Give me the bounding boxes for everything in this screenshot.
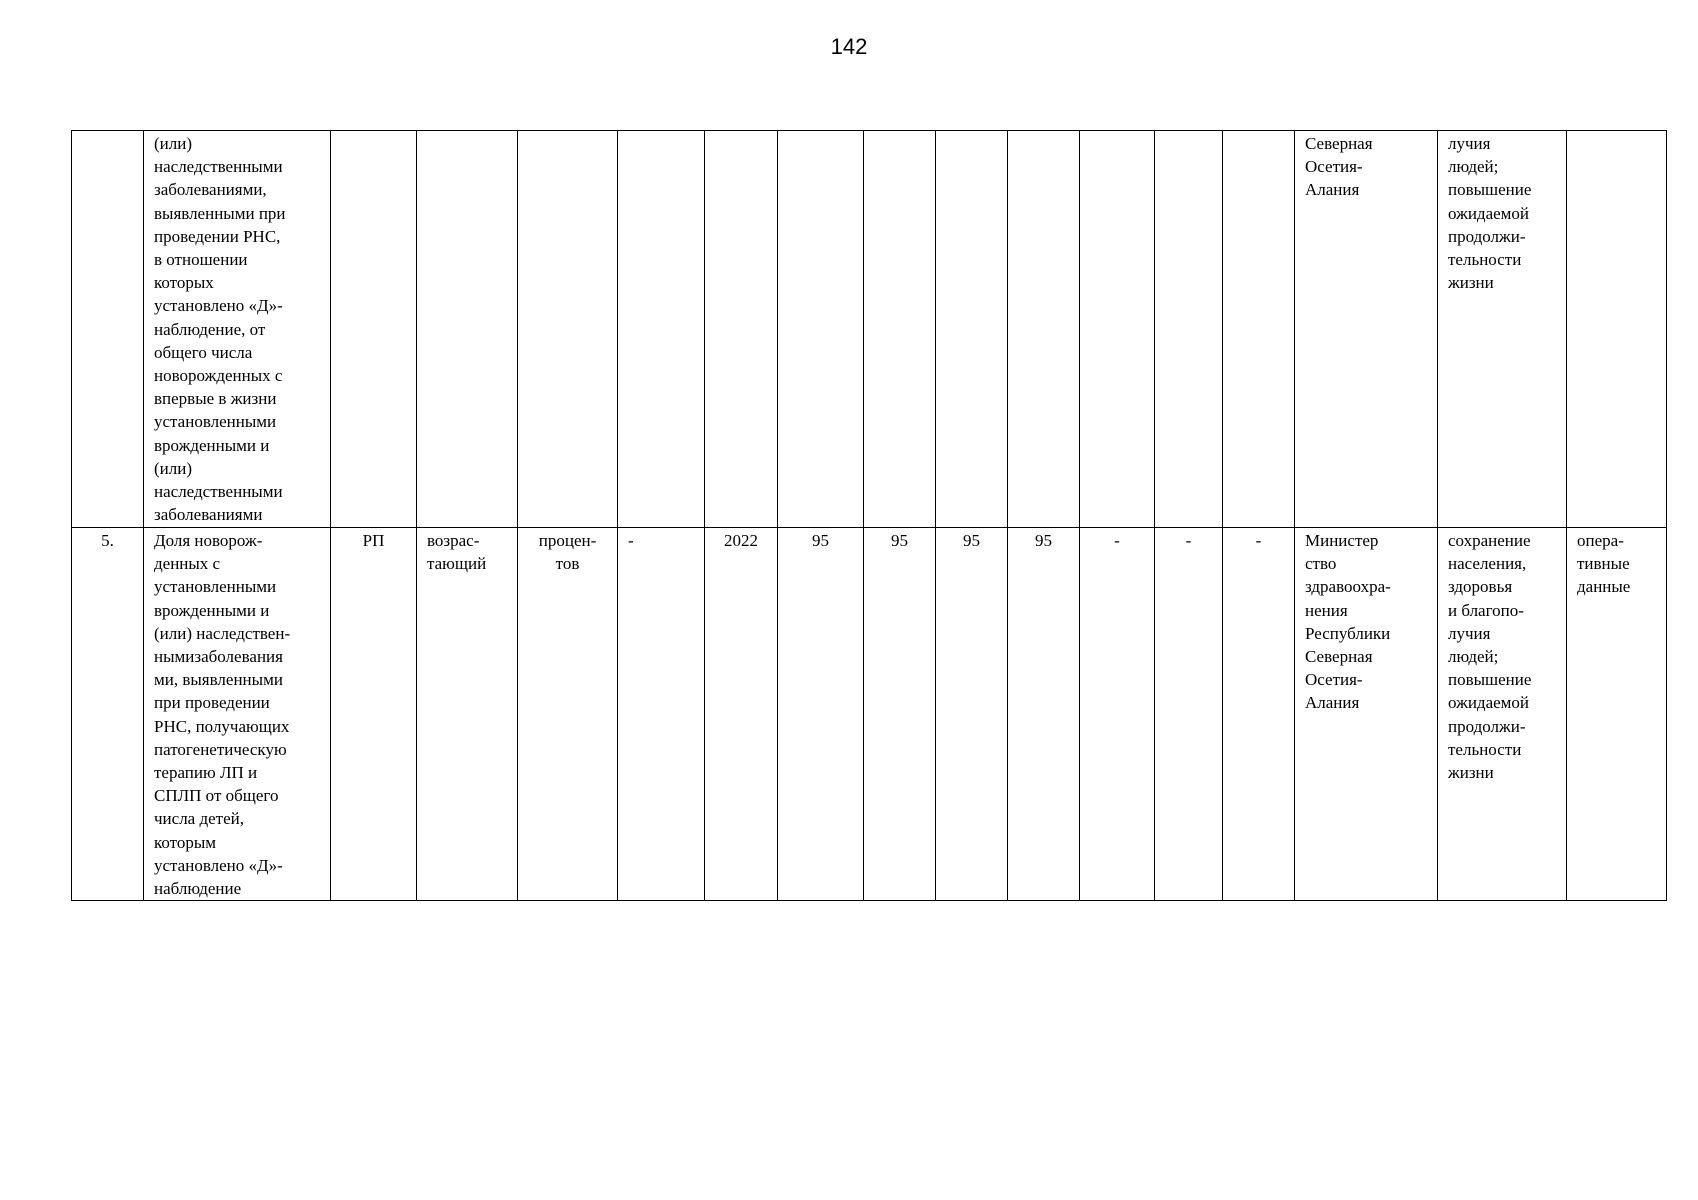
cell-value-2 xyxy=(864,131,936,528)
cell-indicator-name: (или) наследственными заболеваниями, выявленными при проведении РНС, в отношении которых установлено «Д»- наблюдение, от общего числа новорожденных с впервые в жизни установленными врожденными и (или) наследственными заболеваниями xyxy=(144,131,331,528)
table-row xyxy=(72,131,1667,528)
page-number: 142 xyxy=(830,34,868,59)
cell-number: 5. xyxy=(72,528,144,901)
cell-value-3: 95 xyxy=(936,528,1008,901)
cell-value-5 xyxy=(1080,131,1155,528)
cell-goal: сохранение населения, здоровья и благопо- лучия людей; повышение ожидаемой продолжи- тельности жизни xyxy=(1438,528,1567,901)
cell-value-1 xyxy=(778,131,864,528)
cell-unit xyxy=(518,131,618,528)
cell-base-value: - xyxy=(618,528,705,901)
cell-indicator-name: Доля новорож- денных с установленными врожденными и (или) наследствен- нымизаболевания ми, выявленными при проведении РНС, получающих патогенетическую терапию ЛП и СПЛП от общего числа детей, которым установлено «Д»- наблюдение xyxy=(144,528,331,901)
indicator-table xyxy=(71,130,1667,901)
cell-responsible: Министер ство здравоохра- нения Республики Северная Осетия- Алания xyxy=(1295,528,1438,901)
table-row xyxy=(72,528,1667,901)
cell-value-4 xyxy=(1008,131,1080,528)
cell-level: РП xyxy=(331,528,417,901)
cell-value-3 xyxy=(936,131,1008,528)
cell-value-6 xyxy=(1155,131,1223,528)
cell-value-7 xyxy=(1223,131,1295,528)
cell-base-year xyxy=(705,131,778,528)
cell-base-value xyxy=(618,131,705,528)
cell-number xyxy=(72,131,144,528)
cell-value-1: 95 xyxy=(778,528,864,901)
cell-level xyxy=(331,131,417,528)
cell-source xyxy=(1567,131,1667,528)
cell-unit: процен- тов xyxy=(518,528,618,901)
cell-value-5: - xyxy=(1080,528,1155,901)
cell-base-year: 2022 xyxy=(705,528,778,901)
cell-trend: возрас- тающий xyxy=(417,528,518,901)
cell-value-7: - xyxy=(1223,528,1295,901)
cell-goal: лучия людей; повышение ожидаемой продолжи- тельности жизни xyxy=(1438,131,1567,528)
cell-responsible: Северная Осетия- Алания xyxy=(1295,131,1438,528)
cell-value-2: 95 xyxy=(864,528,936,901)
cell-value-4: 95 xyxy=(1008,528,1080,901)
cell-trend xyxy=(417,131,518,528)
cell-value-6: - xyxy=(1155,528,1223,901)
cell-source: опера- тивные данные xyxy=(1567,528,1667,901)
